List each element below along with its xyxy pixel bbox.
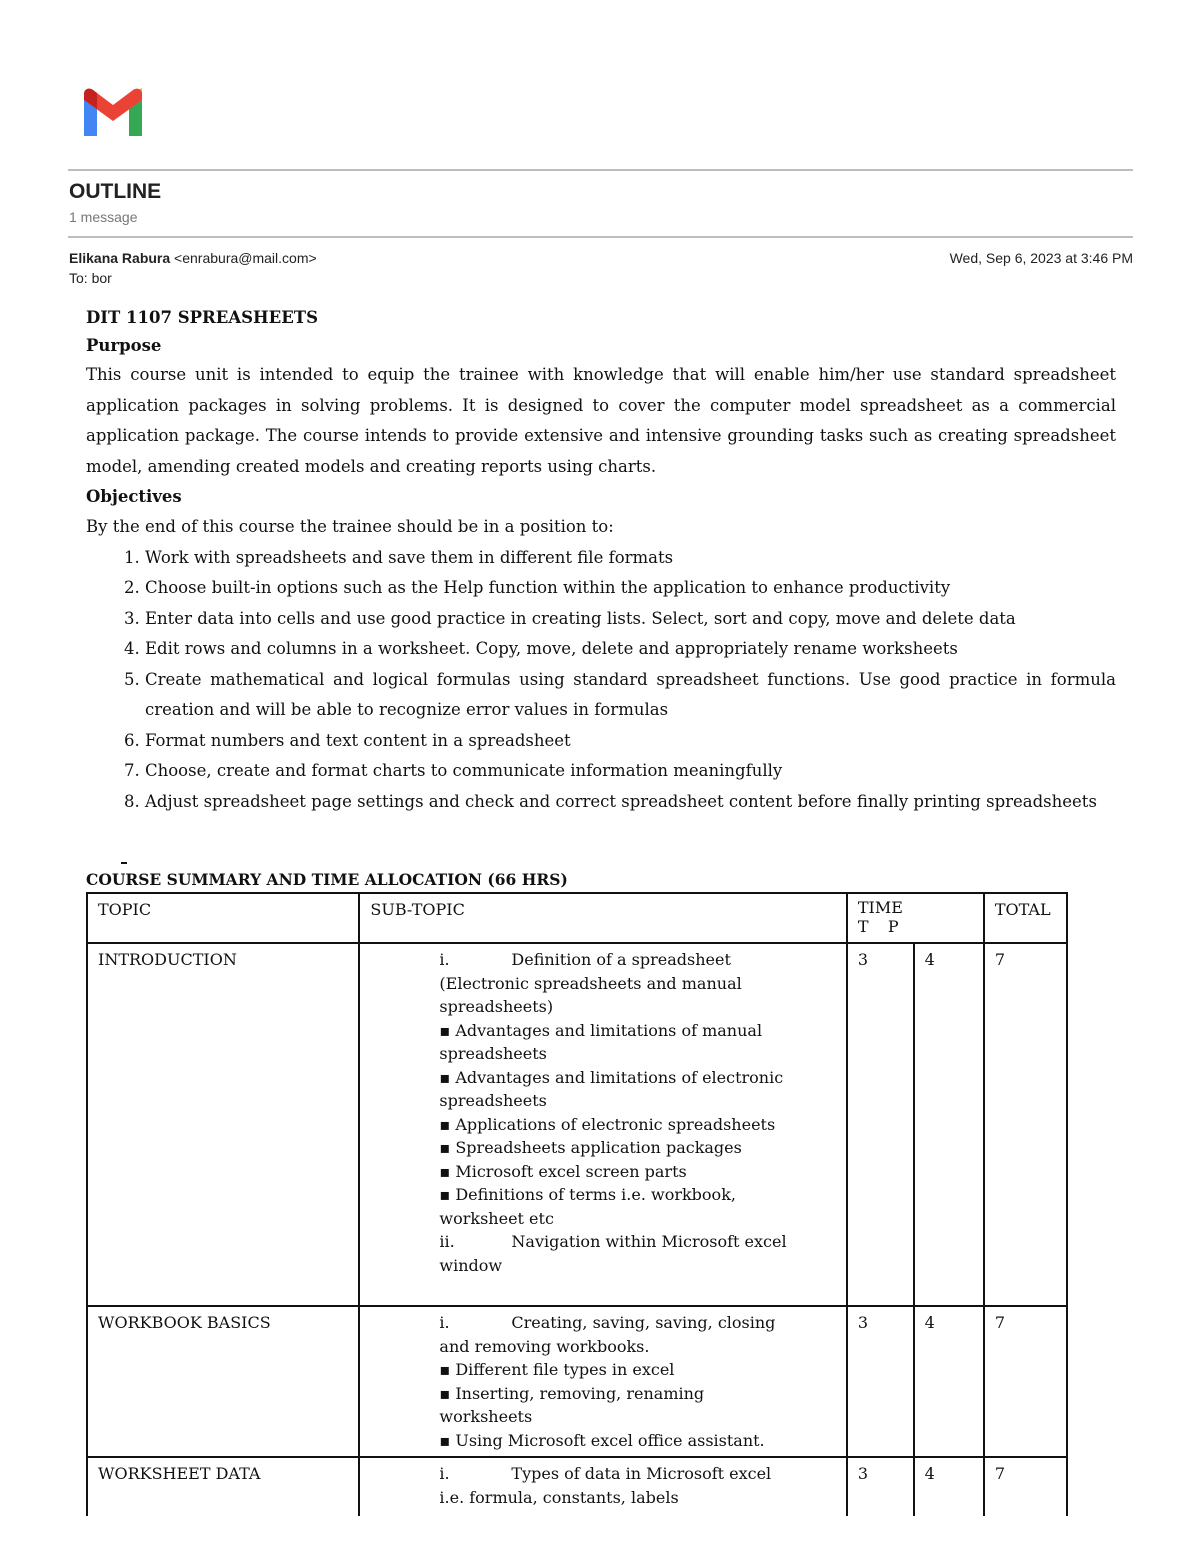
practical-hours: 4 [914,1306,984,1457]
subtopic-line [439,1462,835,1486]
subtopic-text: ▪ Using Microsoft excel office assistant. [439,1430,765,1450]
header-time [847,893,984,943]
sender-email[interactable]: <enrabura@mail.com> [174,250,317,266]
subtopic-number: i. [439,1464,450,1483]
sender [69,250,317,266]
subtopic-line [439,1405,835,1429]
header-divider [68,169,1133,171]
objectives-list [86,543,1116,818]
table-row [87,1457,1067,1516]
subtopic-text: Definition of a spreadsheet [511,950,731,969]
subtopic-text: ▪ Advantages and limitations of electronic [439,1067,784,1087]
subtopic-line [439,1113,835,1137]
subtopic-line [439,1230,835,1254]
subtopic-line [439,1207,835,1231]
subtopic-text: ▪ Applications of electronic spreadsheets [439,1114,776,1134]
subtopic-line [439,1042,835,1066]
message-count: 1 message [69,209,138,225]
purpose-heading: Purpose [86,336,162,355]
subtopic-text: worksheet etc [439,1208,554,1228]
subtopic-line [439,1335,835,1359]
objective-item: 3. Enter data into cells and use good practice in creating lists. Select, sort and copy, move and delete data [145,604,1116,635]
subtopic-text: and removing workbooks. [439,1336,650,1356]
header-tp [858,917,973,938]
header-p: P [887,917,899,936]
subtopic-text: ▪ Spreadsheets application packages [439,1138,742,1157]
objectives-heading: Objectives [86,487,182,506]
table-row [87,943,1067,1306]
subject-divider [68,236,1133,238]
objectives-intro: By the end of this course the trainee should be in a position to: [86,517,614,536]
subtopic-text: window [439,1255,503,1275]
theory-hours: 3 [847,943,914,1306]
subtopic-number: i. [439,1313,450,1332]
subtopic-text: Types of data in Microsoft excel [511,1464,772,1483]
subtopic-line [439,1136,835,1160]
topic-cell: WORKSHEET DATA [87,1457,359,1516]
subtopic-text: spreadsheets [439,1044,547,1063]
subtopic-text: ▪ Definitions of terms i.e. workbook, [439,1185,736,1204]
objective-item: 2. Choose built-in options such as the Help function within the application to enhance productivity [145,573,1116,604]
header-total: TOTAL [984,893,1067,943]
objective-item: 4. Edit rows and columns in a worksheet. Copy, move, delete and appropriately rename worksheets [145,634,1116,665]
objective-item: 5. Create mathematical and logical formulas using standard spreadsheet functions. Use good practice in formula creation and will be able to recognize error values in formulas [145,665,1116,726]
decorative-dash [121,862,127,864]
course-summary-table [86,892,1068,1516]
subtopic-text: Navigation within Microsoft excel [511,1232,787,1251]
subtopic-line [439,1183,835,1207]
subtopic-text: i.e. formula, constants, labels [439,1487,679,1507]
subtopic-text: spreadsheets) [439,997,554,1016]
objective-item: 8. Adjust spreadsheet page settings and check and correct spreadsheet content before finally printing spreadsheets [145,787,1116,818]
table-row [87,1306,1067,1457]
subtopic-line [439,1089,835,1113]
subtopic-line [439,995,835,1019]
sender-name: Elikana Rabura [69,250,171,266]
subtopic-text: ▪ Advantages and limitations of manual [439,1020,763,1040]
subtopic-line [439,1160,835,1184]
subtopic-line [439,1019,835,1043]
subtopic-number: i. [439,950,450,969]
practical-hours: 4 [914,943,984,1306]
subtopic-cell [359,1457,846,1516]
theory-hours: 3 [847,1306,914,1457]
total-hours: 7 [984,1306,1067,1457]
total-hours: 7 [984,1457,1067,1516]
header-time-label: TIME [857,898,903,917]
subtopic-line [439,948,835,972]
gmail-logo-icon [80,88,146,138]
subtopic-line [439,1429,835,1453]
subtopic-text: (Electronic spreadsheets and manual [439,973,742,993]
subtopic-number: ii. [439,1232,455,1251]
subtopic-line [439,1382,835,1406]
subtopic-text: worksheets [439,1407,533,1426]
header-t: T [857,917,869,936]
objective-item: 7. Choose, create and format charts to communicate information meaningfully [145,756,1116,787]
subtopic-text: ▪ Microsoft excel screen parts [439,1161,687,1181]
objective-item: 1. Work with spreadsheets and save them in different file formats [145,543,1116,574]
subtopic-line [439,1066,835,1090]
email-body [86,304,1116,817]
recipient: To: bor [69,270,112,286]
subtopic-text: spreadsheets [439,1091,547,1110]
total-hours: 7 [984,943,1067,1306]
table-title: COURSE SUMMARY AND TIME ALLOCATION (66 HRS) [86,870,568,889]
objective-item: 6. Format numbers and text content in a spreadsheet [145,726,1116,757]
subtopic-line [439,1486,835,1510]
subtopic-line [439,1311,835,1335]
subtopic-text: ▪ Different file types in excel [439,1360,675,1379]
purpose-text: This course unit is intended to equip the trainee with knowledge that will enable him/her use standard spreadsheet application packages in solving problems. It is designed to cover the computer model spreadsheet as a commercial application package. The course intends to provide extensive and intensive grounding tasks such as creating spreadsheet model, amending created models and creating reports using charts. [86,365,1116,476]
subtopic-text: Creating, saving, saving, closing [511,1313,776,1332]
subtopic-line [439,1254,835,1278]
course-title: DIT 1107 SPREASHEETS [86,308,318,327]
email-date: Wed, Sep 6, 2023 at 3:46 PM [949,250,1133,266]
email-subject: OUTLINE [69,180,162,203]
subtopic-line [439,972,835,996]
subtopic-cell [359,1306,846,1457]
subtopic-line [439,1358,835,1382]
topic-cell: INTRODUCTION [87,943,359,1306]
subtopic-text: ▪ Inserting, removing, renaming [439,1383,705,1403]
topic-cell: WORKBOOK BASICS [87,1306,359,1457]
practical-hours: 4 [914,1457,984,1516]
subtopic-cell [359,943,846,1306]
header-topic: TOPIC [87,893,359,943]
table-header-row [87,893,1067,943]
header-subtopic: SUB-TOPIC [359,893,846,943]
theory-hours: 3 [847,1457,914,1516]
